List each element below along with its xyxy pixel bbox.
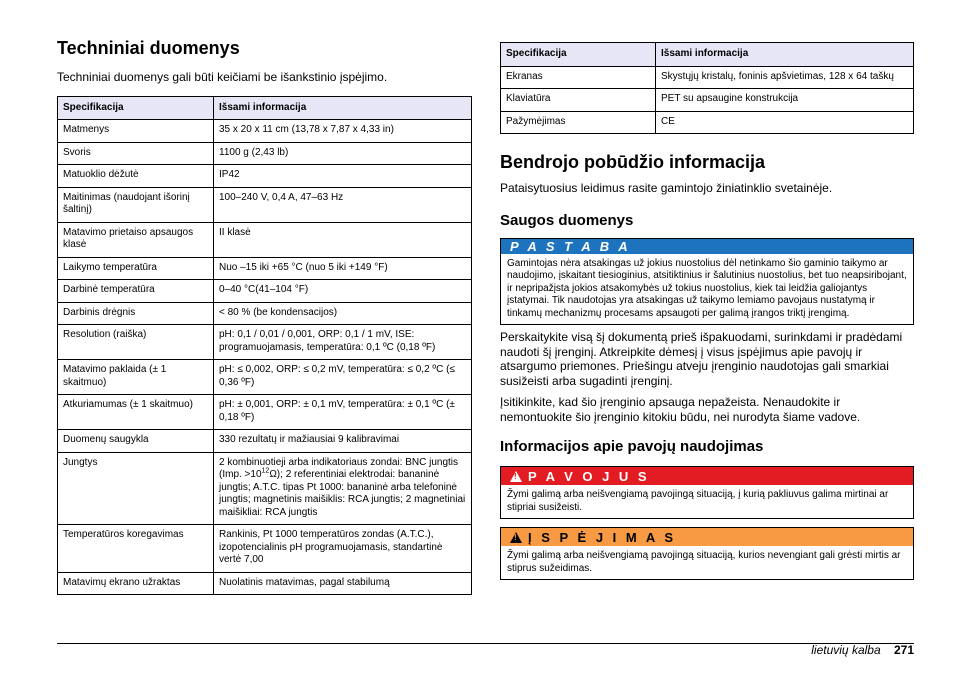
spec-cell: Pažymėjimas	[501, 111, 656, 134]
footer-language: lietuvių kalba	[811, 643, 881, 657]
spec-cell: Darbinė temperatūra	[58, 280, 214, 303]
table-row	[58, 222, 472, 257]
danger-box	[500, 466, 914, 519]
safety-paragraph-2: Įsitikinkite, kad šio įrenginio apsauga nepažeista. Nenaudokite ir nemontuokite šio įrenginio kitokiu būdu, nei nurodyta šiame vadove.	[500, 395, 861, 424]
value-cell: IP42	[214, 165, 472, 188]
spec-cell: Ekranas	[501, 66, 656, 89]
table-header-row	[58, 96, 472, 120]
table-row	[58, 430, 472, 453]
value-cell: Nuolatinis matavimas, pagal stabilumą	[214, 572, 472, 595]
table-row	[58, 142, 472, 165]
general-info-text: Pataisytuosius leidimus rasite gamintojo žiniatinklio svetainėje.	[500, 181, 833, 195]
spec-cell: Klaviatūra	[501, 89, 656, 112]
header-details: Išsami informacija	[214, 96, 472, 120]
spec-cell: Matavimų ekrano užraktas	[58, 572, 214, 595]
spec-cell: Duomenų saugykla	[58, 430, 214, 453]
intro-text: Techniniai duomenys gali būti keičiami be išankstinio įspėjimo.	[57, 70, 388, 84]
general-info-title: Bendrojo pobūdžio informacija	[500, 152, 765, 172]
table-row	[58, 360, 472, 395]
table-row	[58, 572, 472, 595]
danger-text: Žymi galimą arba neišvengiamą pavojingą situaciją, į kurią pakliuvus galima mirtinai ar stipriai susižeisti.	[507, 489, 889, 513]
value-cell: pH: 0,1 / 0,01 / 0,001, ORP: 0,1 / 1 mV, ISE: programuojamasis, temperatūra: 0,1 ºC (0,18 ºF)	[214, 325, 472, 360]
header-details: Išsami informacija	[656, 43, 914, 67]
spec-cell: Matavimo paklaida (± 1 skaitmuo)	[58, 360, 214, 395]
page-number: 271	[893, 643, 914, 657]
warning-triangle-icon	[510, 471, 522, 482]
note-header: P A S T A B A	[501, 239, 913, 254]
danger-header	[501, 467, 913, 485]
connectors-text-pre: 2 kombinuotieji arba indikatoriaus zondai: BNC jungtis (Imp. >10	[219, 456, 459, 480]
spec-table-left	[57, 96, 472, 596]
connectors-text-post: Ω); 2 referentiniai elektrodai: bananinė jungtis; A.T.C. tipas Pt 1000: bananinė arba telefoninė jungtis; magnetinis maišiklis: RCA jungtis; 2 magnetiniai maišikliai: RCA jungtis	[219, 469, 466, 518]
note-box	[500, 238, 914, 326]
warning-box	[500, 527, 914, 580]
table-row	[58, 165, 472, 188]
spec-cell: Resolution (raiška)	[58, 325, 214, 360]
spec-table-right	[500, 42, 914, 134]
value-cell: II klasė	[214, 222, 472, 257]
warning-text: Žymi galimą arba neišvengiamą pavojingą situaciją, kurios nevengiant gali grėsti mirtis ar stiprus sužeidimas.	[507, 550, 901, 574]
header-spec: Specifikacija	[58, 96, 214, 120]
value-cell: PET su apsaugine konstrukcija	[656, 89, 914, 112]
note-text: Gamintojas nėra atsakingas už jokius nuostolius dėl netinkamo šio gaminio taikymo ar naudojimo, įskaitant tiesioginius, atsitiktinius ir šalutinius nuostolius, bet tuo neapsiribojant, ir nepripažįsta jokios atsakomybės už tokius nuostolius, kiek tai leidžia galiojantys įstatymai. Tik naudotojas yra atsakingas už taikymo lemiamo pavojaus nustatymą ir tinkamų mechanizmų procesams apsaugoti per galimą įrangos triktį įrengimą.	[507, 257, 907, 319]
warning-triangle-icon	[510, 532, 522, 543]
table-row	[58, 525, 472, 573]
spec-cell: Darbinis drėgnis	[58, 302, 214, 325]
value-cell: pH: ± 0,001, ORP: ± 0,1 mV, temperatūra: ± 0,1 ºC (± 0,18 ºF)	[214, 395, 472, 430]
value-cell: 100–240 V, 0,4 A, 47–63 Hz	[214, 187, 472, 222]
table-row	[58, 452, 472, 525]
spec-cell: Temperatūros koregavimas	[58, 525, 214, 573]
table-row	[58, 395, 472, 430]
value-cell: < 80 % (be kondensacijos)	[214, 302, 472, 325]
value-cell: pH: ≤ 0,002, ORP: ≤ 0,2 mV, temperatūra: ≤ 0,2 ºC (≤ 0,36 ºF)	[214, 360, 472, 395]
table-row	[58, 257, 472, 280]
spec-cell: Matuoklio dėžutė	[58, 165, 214, 188]
spec-cell: Atkuriamumas (± 1 skaitmuo)	[58, 395, 214, 430]
value-cell: 1100 g (2,43 lb)	[214, 142, 472, 165]
table-row	[58, 325, 472, 360]
connectors-exponent: 12	[261, 467, 270, 475]
table-header-row	[501, 43, 914, 67]
footer	[811, 643, 914, 657]
spec-cell: Matmenys	[58, 120, 214, 143]
spec-cell: Svoris	[58, 142, 214, 165]
value-cell: Nuo –15 iki +65 °C (nuo 5 iki +149 °F)	[214, 257, 472, 280]
value-cell-connectors	[214, 452, 472, 525]
value-cell: 330 rezultatų ir mažiausiai 9 kalibravimai	[214, 430, 472, 453]
hazard-info-title: Informacijos apie pavojų naudojimas	[500, 438, 764, 455]
spec-cell: Maitinimas (naudojant išorinį šaltinį)	[58, 187, 214, 222]
danger-label: P A V O J U S	[528, 468, 650, 484]
spec-cell: Laikymo temperatūra	[58, 257, 214, 280]
value-cell: 0–40 °C(41–104 °F)	[214, 280, 472, 303]
value-cell: Rankinis, Pt 1000 temperatūros zondas (A.T.C.), izopotencialinis pH programuojamasis, standartinė vertė 7,00	[214, 525, 472, 573]
table-row	[58, 187, 472, 222]
spec-cell: Matavimo prietaiso apsaugos klasė	[58, 222, 214, 257]
table-row	[501, 66, 914, 89]
header-spec: Specifikacija	[501, 43, 656, 67]
safety-title: Saugos duomenys	[500, 211, 634, 229]
value-cell: 35 x 20 x 11 cm (13,78 x 7,87 x 4,33 in)	[214, 120, 472, 143]
right-column	[500, 42, 914, 580]
value-cell: Skystųjų kristalų, foninis apšvietimas, 128 x 64 taškų	[656, 66, 914, 89]
warning-header	[501, 528, 913, 546]
table-row	[58, 280, 472, 303]
page-title: Techniniai duomenys	[57, 38, 240, 58]
safety-paragraph-1: Perskaitykite visą šį dokumentą prieš išpakuodami, surinkdami ir pradėdami naudoti šį įrenginį. Atkreipkite dėmesį į visus įspėjimus apie pavojų ir atsargumo priemones. Priešingu atveju įrenginio naudotojas gali smarkiai susižeisti arba sugadinti įrenginį.	[500, 330, 903, 388]
table-row	[58, 120, 472, 143]
value-cell: CE	[656, 111, 914, 134]
table-row	[58, 302, 472, 325]
table-row	[501, 111, 914, 134]
warning-label: Į S P Ė J I M A S	[528, 529, 677, 545]
left-column	[57, 36, 472, 595]
spec-cell: Jungtys	[58, 452, 214, 525]
table-row	[501, 89, 914, 112]
footer-divider	[57, 643, 914, 644]
